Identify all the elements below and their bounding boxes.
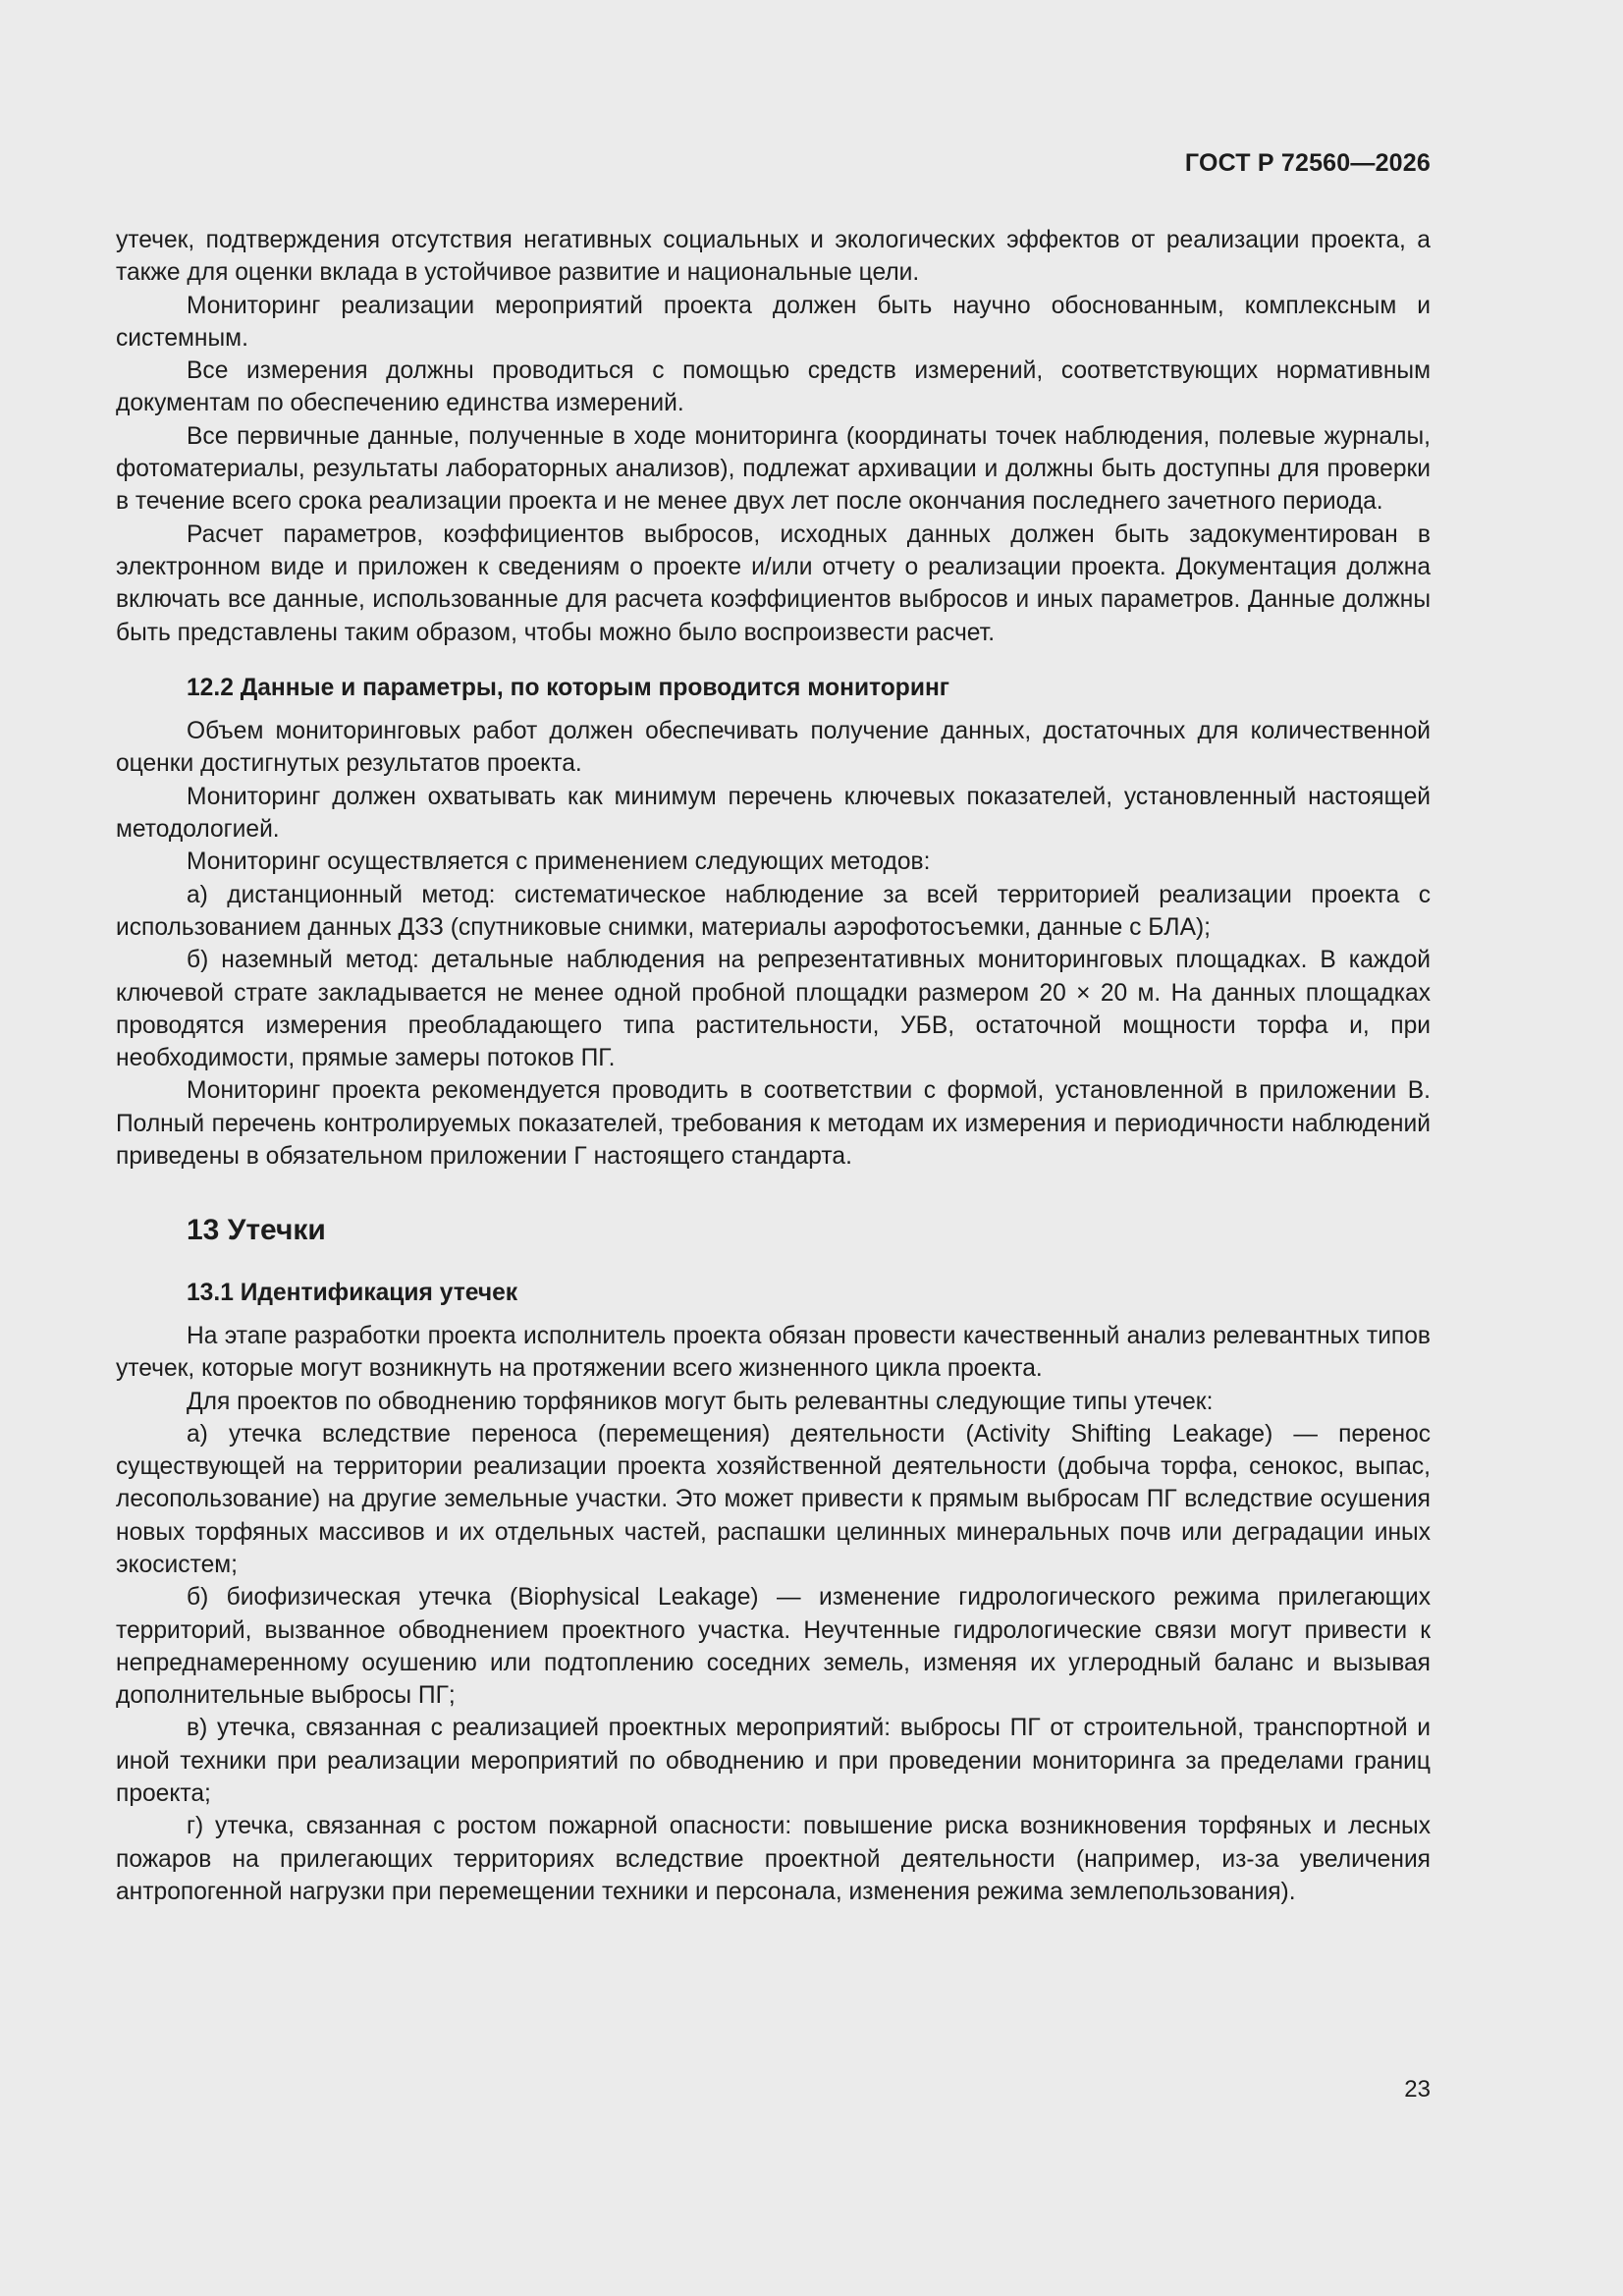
list-item: а) дистанционный метод: систематическое наблюдение за всей территорией реализации проекта с использованием данных ДЗЗ (спутниковые снимки, материалы аэрофотосъемки, данные с БЛА); [116, 881, 1431, 941]
list-item: г) утечка, связанная с ростом пожарной опасности: повышение риска возникновения торфяных и лесных пожаров на прилегающих территориях вследствие проектной деятельности (например, из-за увеличения антропогенной нагрузки при перемещении техники и персонала, изменения режима землепользования). [116, 1813, 1431, 1905]
paragraph: Для проектов по обводнению торфяников могут быть релевантны следующие типы утечек: [187, 1388, 1214, 1415]
document-body [116, 224, 1431, 1908]
paragraph: Мониторинг проекта рекомендуется проводить в соответствии с формой, установленной в приложении В. Полный перечень контролируемых показателей, требования к методам их измерения и периодичности наблюдений приведены в обязательном приложении Г настоящего стандарта. [116, 1077, 1431, 1171]
paragraph: Мониторинг должен охватывать как минимум перечень ключевых показателей, установленный настоящей методологией. [116, 783, 1431, 844]
paragraph: На этапе разработки проекта исполнитель проекта обязан провести качественный анализ релевантных типов утечек, которые могут возникнуть на протяжении всего жизненного цикла проекта. [116, 1322, 1431, 1383]
list-item: б) биофизическая утечка (Biophysical Leakage) — изменение гидрологического режима прилегающих территорий, вызванное обводнением проектного участка. Неучтенные гидрологические связи могут привести к непреднамеренному осушению или подтоплению соседних земель, изменяя их углеродный баланс и вызывая дополнительные выбросы ПГ; [116, 1584, 1431, 1710]
list-item: б) наземный метод: детальные наблюдения на репрезентативных мониторинговых площадках. В каждой ключевой страте закладывается не менее одной пробной площадки размером 20 × 20 м. На данных площадках проводятся измерения преобладающего типа растительности, УБВ, остаточной мощности торфа и, при необходимости, прямые замеры потоков ПГ. [116, 947, 1431, 1072]
list-item: а) утечка вследствие переноса (перемещения) деятельности (Activity Shifting Leakage) — перенос существующей на территории реализации проекта хозяйственной деятельности (добыча торфа, сенокос, выпас, лесопользование) на другие земельные участки. Это может привести к прямым выбросам ПГ вследствие осушения новых торфяных массивов и их отдельных частей, распашки целинных минеральных почв или деградации иных экосистем; [116, 1420, 1431, 1578]
paragraph: Расчет параметров, коэффициентов выбросов, исходных данных должен быть задокументирован в электронном виде и приложен к сведениям о проекте и/или отчету о реализации проекта. Документация должна включать все данные, использованные для расчета коэффициентов выбросов и иных параметров. Данные должны быть представлены таким образом, чтобы можно было воспроизвести расчет. [116, 520, 1431, 646]
document-code-header: ГОСТ Р 72560—2026 [1184, 149, 1431, 177]
paragraph: Все первичные данные, полученные в ходе мониторинга (координаты точек наблюдения, полевые журналы, фотоматериалы, результаты лабораторных анализов), подлежат архивации и должны быть доступны для проверки в течение всего срока реализации проекта и не менее двух лет после окончания последнего зачетного периода. [116, 422, 1431, 516]
subsection-heading-13-1: 13.1 Идентификация утечек [187, 1279, 518, 1306]
paragraph-continuation: утечек, подтверждения отсутствия негативных социальных и экологических эффектов от реализации проекта, а также для оценки вклада в устойчивое развитие и национальные цели. [116, 227, 1431, 287]
page-number: 23 [1404, 2076, 1431, 2103]
paragraph: Мониторинг осуществляется с применением следующих методов: [187, 848, 931, 876]
section-heading-13: 13 Утечки [187, 1214, 326, 1247]
subsection-heading-12-2: 12.2 Данные и параметры, по которым проводится мониторинг [187, 674, 950, 701]
paragraph: Все измерения должны проводиться с помощью средств измерений, соответствующих нормативным документам по обеспечению единства измерений. [116, 357, 1431, 417]
list-item: в) утечка, связанная с реализацией проектных мероприятий: выбросы ПГ от строительной, транспортной и иной техники при реализации мероприятий по обводнению и при проведении мониторинга за пределами границ проекта; [116, 1715, 1431, 1808]
paragraph: Объем мониторинговых работ должен обеспечивать получение данных, достаточных для количественной оценки достигнутых результатов проекта. [116, 718, 1431, 778]
paragraph: Мониторинг реализации мероприятий проекта должен быть научно обоснованным, комплексным и системным. [116, 292, 1431, 352]
